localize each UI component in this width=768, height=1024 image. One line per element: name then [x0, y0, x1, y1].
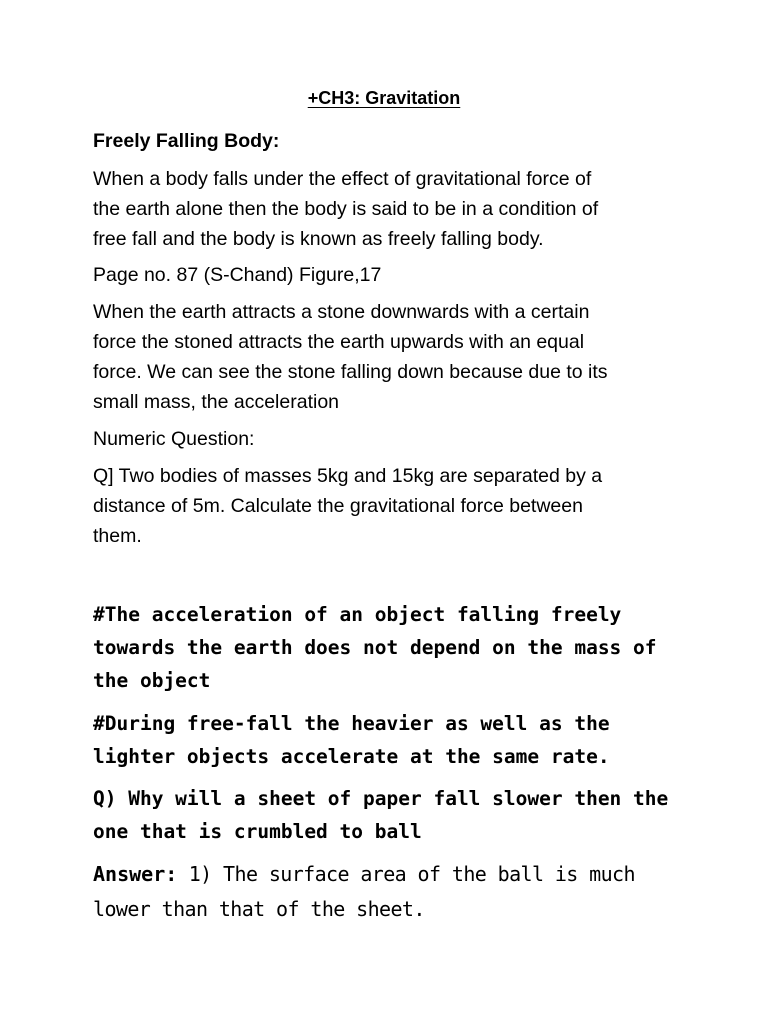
definition-line: the earth alone then the body is said to be in a condition of	[93, 198, 599, 220]
numeric-question-line: distance of 5m. Calculate the gravitational force between	[93, 495, 583, 517]
answer-text: 1) The surface area of the ball is much	[177, 862, 635, 886]
note-line: #The acceleration of an object falling freely	[93, 603, 622, 626]
explanation-line: force the stoned attracts the earth upwards with an equal	[93, 331, 585, 353]
numeric-question-line: Q] Two bodies of masses 5kg and 15kg are separated by a	[93, 465, 603, 487]
definition-paragraph	[93, 164, 683, 254]
section-heading: Freely Falling Body:	[93, 130, 280, 152]
note-line: #During free-fall the heavier as well as the	[93, 712, 610, 735]
explanation-line: small mass, the acceleration	[93, 391, 340, 413]
answer-first-line	[93, 857, 693, 892]
numeric-question	[93, 461, 683, 551]
question-line: one that is crumbled to ball	[93, 820, 422, 843]
question-paper-sheet	[93, 782, 693, 848]
answer-block	[93, 857, 693, 926]
definition-line: free fall and the body is known as freely falling body.	[93, 228, 544, 250]
reference-text: Page no. 87 (S-Chand) Figure,17	[93, 264, 382, 286]
answer-second-line: lower than that of the sheet.	[93, 897, 425, 921]
note-line: towards the earth does not depend on the mass of	[93, 636, 657, 659]
page-title: +CH3: Gravitation	[307, 88, 461, 108]
explanation-paragraph	[93, 297, 683, 417]
question-line: Q) Why will a sheet of paper fall slower then the	[93, 787, 669, 810]
note-acceleration-mass	[93, 598, 693, 697]
numeric-heading: Numeric Question:	[93, 428, 255, 450]
note-free-fall-rate	[93, 707, 693, 773]
numeric-question-line: them.	[93, 525, 142, 547]
definition-line: When a body falls under the effect of gravitational force of	[93, 168, 592, 190]
note-line: lighter objects accelerate at the same rate.	[93, 745, 610, 768]
note-line: the object	[93, 669, 211, 692]
answer-label: Answer:	[93, 862, 178, 886]
explanation-line: force. We can see the stone falling down because due to its	[93, 361, 608, 383]
explanation-line: When the earth attracts a stone downwards with a certain	[93, 301, 590, 323]
